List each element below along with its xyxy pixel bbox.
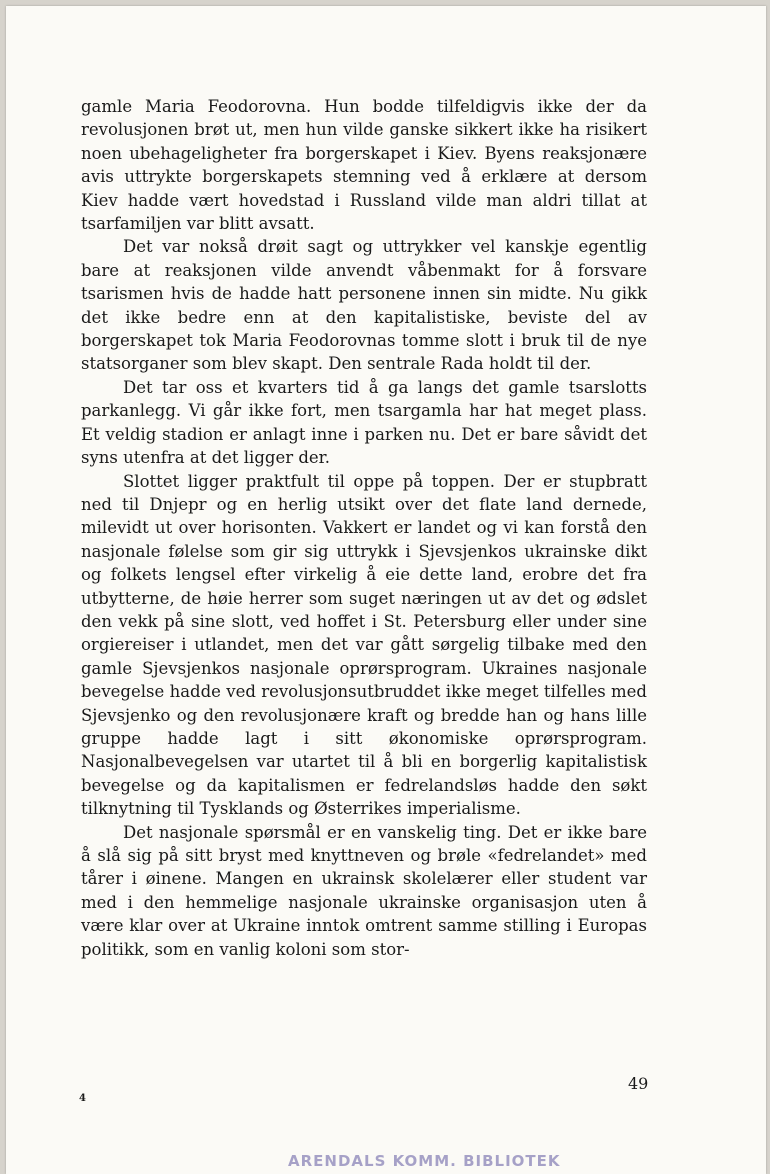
paragraph-1: gamle Maria Feodorovna. Hun bodde tilfeldigvis ikke der da revolusjonen brøt ut, men hun vilde ganske sikkert ikke ha risikert noen ubehageligheter fra borgerskapet i Kiev. Byens reaksjonære avis uttrykte borgerskapets stemning ved å erklære at dersom Kiev hadde vært hovedstad i Russland vilde man aldri tillat at tsarfamiljen var blitt avsatt.	[81, 97, 647, 234]
library-stamp: ARENDALS KOMM. BIBLIOTEK	[288, 1152, 561, 1170]
paragraph-2: Det var nokså drøit sagt og uttrykker vel kanskje egentlig bare at reaksjonen vilde anvendt våbenmakt for å forsvare tsarismen hvis de hadde hatt personene innen sin midte. Nu gikk det ikke bedre enn at den kapitalistiske, beviste del av borgerskapet tok Maria Feodorovnas tomme slott i bruk til de nye statsorganer som blev skapt. Den sentrale Rada holdt til der.	[81, 237, 647, 374]
paragraph-4: Slottet ligger praktfult til oppe på toppen. Der er stupbratt ned til Dnjepr og en herlig utsikt over det flate land dernede, milevidt ut over horisonten. Vakkert er landet og vi kan forstå den nasjonale følelse som gir sig uttrykk i Sjevsjenkos ukrainske dikt og folkets lengsel efter virkelig å eie dette land, erobre det fra utbytterne, de høie herrer som suget næringen ut av det og ødslet den vekk på sine slott, ved hoffet i St. Petersburg eller under sine orgiereiser i utlandet, men det var gått sørgelig tilbake med den gamle Sjevsjenkos nasjonale oprørsprogram. Ukraines nasjonale bevegelse hadde ved revolusjonsutbruddet ikke meget tilfelles med Sjevsjenko og den revolusjonære kraft og bredde han og hans lille gruppe hadde lagt i sitt økonomiske oprørsprogram. Nasjonalbevegelsen var utartet til å bli en borgerlig kapitalistisk bevegelse og da kapitalismen er fedrelandsløs hadde den søkt tilknytning til Tysklands og Østerrikes imperialisme.	[81, 471, 647, 819]
paragraph-3: Det tar oss et kvarters tid å ga langs det gamle tsarslotts parkanlegg. Vi går ikke fort, men tsargamla har hat meget plass. Et veldig stadion er anlagt inne i parken nu. Det er bare såvidt det syns utenfra at det ligger der.	[81, 377, 647, 468]
page-number: 49	[628, 1074, 649, 1093]
paragraph-5: Det nasjonale spørsmål er en vanskelig ting. Det er ikke bare å slå sig på sitt bryst med knyttneven og brøle «fedrelandet» med tårer i øinene. Mangen en ukrainsk skolelærer eller student var med i den hemmelige nasjonale ukrainske organisasjon uten å være klar over at Ukraine inntok omtrent samme stilling i Europas politikk, som en vanlig koloni som stor-	[81, 822, 647, 959]
body-text	[81, 95, 647, 961]
signature-mark: 4	[79, 1093, 86, 1104]
book-page	[6, 6, 766, 1174]
